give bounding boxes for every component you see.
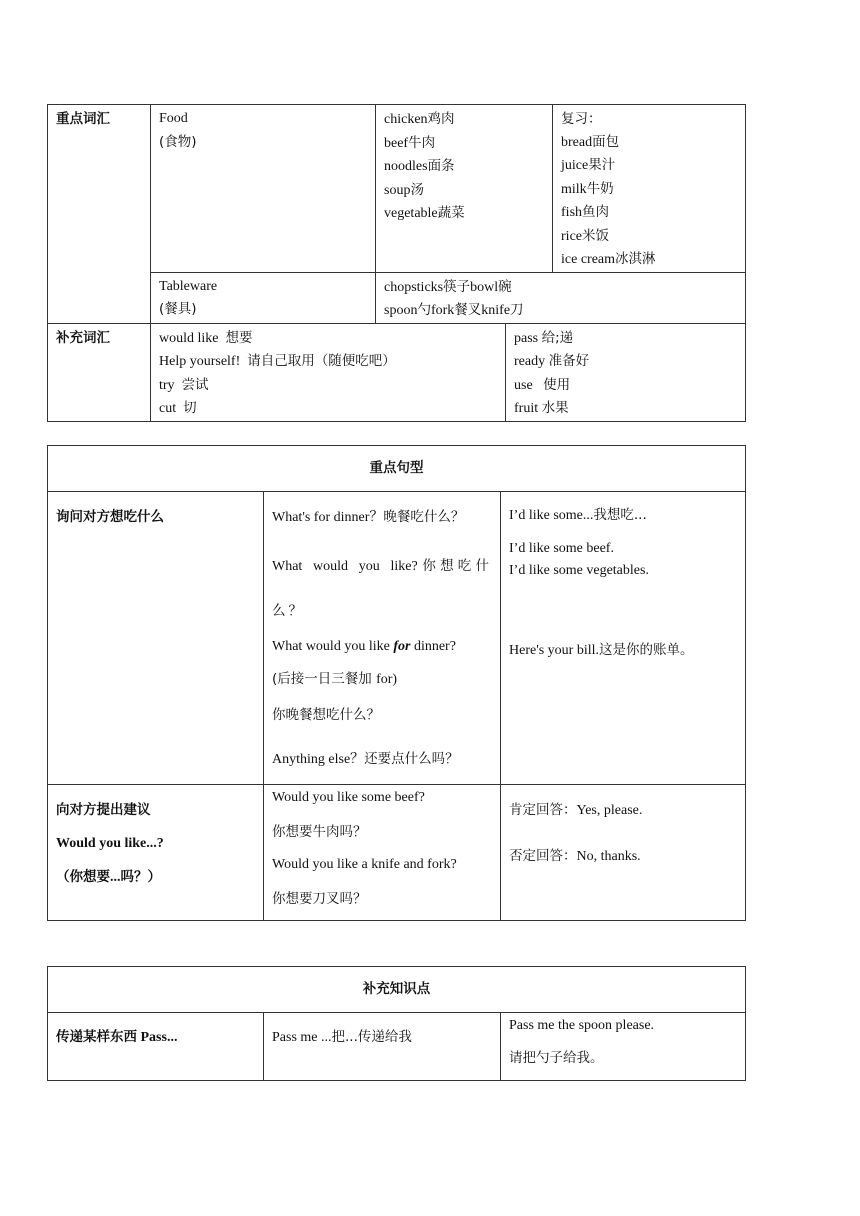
vocab-table: [47, 104, 746, 422]
suggest-answers: 肯定回答：Yes, please. 否定回答：No, thanks.: [501, 785, 746, 921]
tableware-category: Tableware (餐具): [151, 272, 376, 323]
food-words: chicken鸡肉 beef牛肉 noodles面条 soup汤 vegetable蔬菜: [376, 105, 553, 273]
extra-table: [47, 966, 746, 1081]
extra-words-right: pass 给;递 ready 准备好 use 使用 fruit 水果: [506, 323, 746, 421]
ask-what-to-eat-label: 询问对方想吃什么: [48, 492, 264, 785]
ask-answers: I’d like some...我想吃... I’d like some beef. I’d like some vegetables. Here's your bill.这是你的账单。: [501, 492, 746, 785]
pass-label: 传递某样东西 Pass...: [48, 1013, 264, 1081]
pass-example: Pass me the spoon please. 请把勺子给我。: [501, 1013, 746, 1081]
tableware-words: chopsticks筷子bowl碗 spoon勺fork餐叉knife刀: [376, 272, 746, 323]
suggest-sentences: Would you like some beef? 你想要牛肉吗？ Would you like a knife and fork? 你想要刀叉吗？: [264, 785, 501, 921]
pass-pattern: Pass me ...把...传递给我: [264, 1013, 501, 1081]
patterns-title: 重点句型: [48, 446, 746, 492]
food-category: Food (食物): [151, 105, 376, 273]
ask-sentences: What's for dinner？晚餐吃什么？ What would you like? 你想吃什么？ What would you like for dinner? (后接一日三餐加 for) 你晚餐想吃什么？ Anything else？还要点什么吗？: [264, 492, 501, 785]
suggest-label: 向对方提出建议 Would you like...? （你想要...吗？）: [48, 785, 264, 921]
review-words: 复习： bread面包 juice果汁 milk牛奶 fish鱼肉 rice米饭 ice cream冰淇淋: [553, 105, 746, 273]
patterns-table: [47, 445, 746, 921]
key-vocab-label: 重点词汇: [48, 105, 151, 324]
extra-title: 补充知识点: [48, 967, 746, 1013]
extra-words-left: would like 想要 Help yourself! 请自己取用（随便吃吧） try 尝试 cut 切: [151, 323, 506, 421]
extra-vocab-label: 补充词汇: [48, 323, 151, 421]
